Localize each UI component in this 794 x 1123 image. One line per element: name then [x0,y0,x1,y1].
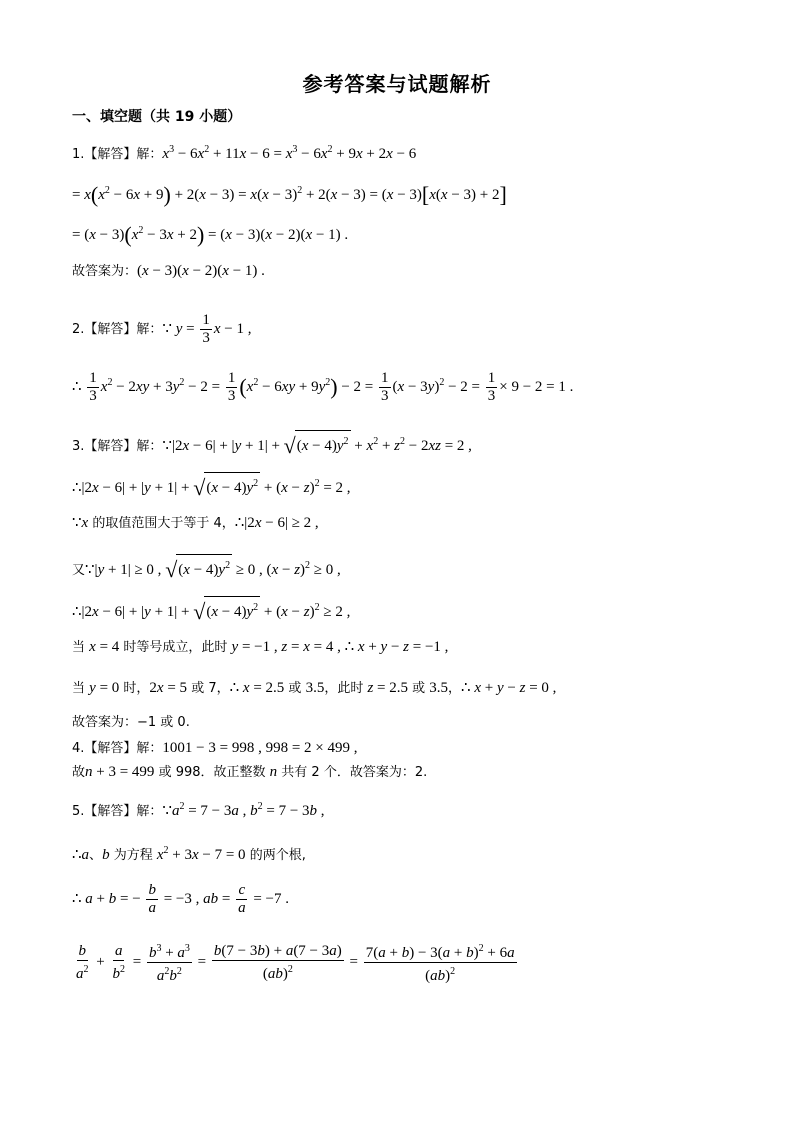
solution-3-line-5: ∴|2x − $6| + |y + 1| + √(x - 4)y^2 + (x - z)^2 \ge 2$ , [72,596,350,623]
solution-2-line-1: 2.【解答】解：∵ y = $\frac{1}{3}$ x − 1 , [72,312,252,346]
solution-5-line-4: $\frac{b}{a^2}$ + $\frac{a}{b^2}$ = $\frac{b^3 + a^3}{a^2b^2}$ = $\frac{b(7 - 3b) + a(7 - 3a)}{(ab)^2}$ = $\frac{7(a + b) - 3(a + b)^2 + 6a}{(ab)^2}$ [72,940,519,985]
solution-5-line-3: ∴ a + b = − $\frac{b}{a}$ = −3 , ab = $\frac{c}{a}$ = −7 . [72,882,289,916]
solution-3-answer: 故答案为：−1 或 0. [72,715,190,730]
solution-3-line-1: 3.【解答】解：∵|2x − $6| + |y + 1| + √(x - 4)y^2 + x^2 + z^2 - 2xz = 2$ , [72,430,472,458]
solution-4-line-2: 故n + 3 = 499 或 998．故正整数 n 共有 2 个．故答案为：2. [72,764,428,780]
solution-1-line-1: 1.【解答】解：$x^3 - 6x^2 + 11x - 6 = x^3 - 6x^2 + 9x + 2x - 6$ [72,144,417,162]
solution-1-line-3: = $(x - 3)(x^2 - 3x + 2) = (x - 3)(x - 2)(x - 1)$ . [72,222,349,247]
page-title: 参考答案与试题解析 [302,72,492,96]
solution-3-line-3: ∵x 的取值范围大于等于 4，∴|2x − 6| ≥ 2 , [72,515,319,531]
solution-5-line-1: 5.【解答】解：$\because a^2 = 7 - 3a$ , $b^2 = 7 - 3b$ , [72,801,325,819]
solution-3-line-4: 又∵|y + 1| ≥ 0 , $√(x - 4)y^2 \ge 0$ , $(x - z)^2 \ge 0$ , [72,554,341,582]
solution-4-line-1: 4.【解答】解：1001 − 3 = 998 , 998 = 2 × 499 , [72,740,358,756]
solution-2-line-2: ∴ $\frac{1}{3}$ $x^2 - 2xy + 3y^2 - 2$ = $\frac{1}{3}$ $(x^2 - 6xy + 9y^2) - 2$ = $\frac{1}{3}$ $(x - 3y)^2 - 2$ = $\frac{1}{3}$ × 9 − 2 = 1 . [72,370,574,404]
solution-3-line-6: 当 x = 4 时等号成立，此时 y = −1 , z = x = 4 , ∴ x + y − z = −1 , [72,639,449,655]
solution-3-line-2: ∴|2x − $6| + |y + 1| + √(x - 4)y^2 + (x - z)^2 = 2$ , [72,472,351,499]
section-heading: 一、填空题（共 19 小题） [72,109,242,125]
solution-1-line-2: = $x(x^2 - 6x + 9) + 2(x - 3) = x(x - 3)^2 + 2(x - 3) = (x - 3)[x(x - 3) + 2]$ [72,182,507,207]
solution-1-answer: 故答案为：(x − 3)(x − 2)(x − 1) . [72,263,265,279]
solution-3-line-7: 当 y = 0 时，2x = 5 或 7，∴ x = 2.5 或 3.5，此时 z = 2.5 或 3.5，∴ x + y − z = 0 , [72,680,557,696]
solution-5-line-2: ∴a、b 为方程 $x^2 + 3x - 7 = 0$ 的两个根, [72,845,306,863]
